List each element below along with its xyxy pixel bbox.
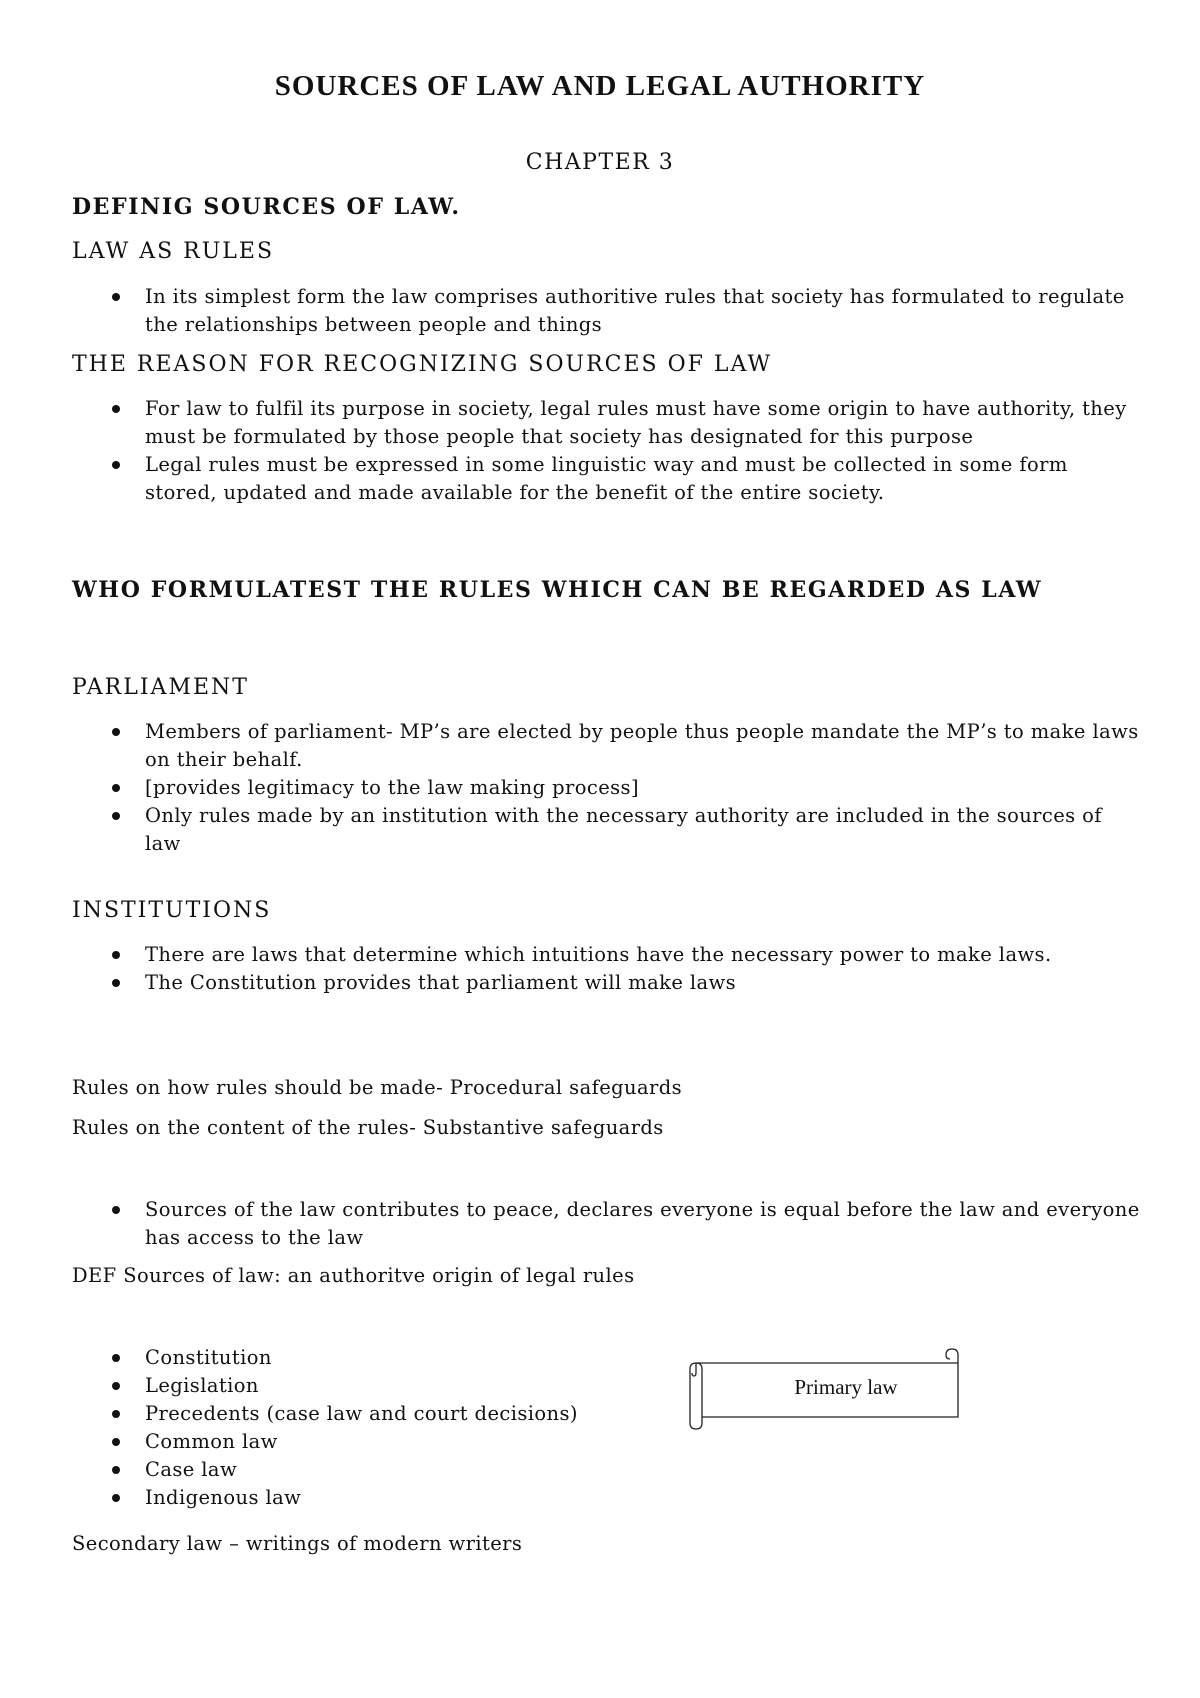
institutions-list xyxy=(72,941,1142,997)
reason-list xyxy=(72,395,1142,507)
list-item: In its simplest form the law comprises authoritive rules that society has formulated to regulate the relationships between people and things xyxy=(72,283,1142,339)
procedural-safeguards: Rules on how rules should be made- Procedural safeguards xyxy=(72,1076,683,1099)
law-as-rules-heading: LAW AS RULES xyxy=(72,239,275,264)
defining-heading: DEFINIG SOURCES OF LAW. xyxy=(72,194,461,220)
list-item: There are laws that determine which intuitions have the necessary power to make laws. xyxy=(72,941,1142,969)
chapter-label: CHAPTER 3 xyxy=(525,150,675,175)
parliament-list xyxy=(72,718,1142,858)
list-item: Case law xyxy=(72,1456,672,1484)
list-item: Indigenous law xyxy=(72,1484,672,1512)
list-item: Only rules made by an institution with the necessary authority are included in the sources of law xyxy=(72,802,1142,858)
primary-law-scroll xyxy=(686,1343,966,1433)
list-item: The Constitution provides that parliament will make laws xyxy=(72,969,1142,997)
list-item: Common law xyxy=(72,1428,672,1456)
list-item: Sources of the law contributes to peace, declares everyone is equal before the law and everyone has access to the law xyxy=(72,1196,1142,1252)
primary-law-label: Primary law xyxy=(794,1375,898,1399)
list-item: Legislation xyxy=(72,1372,672,1400)
list-item: Members of parliament- MP’s are elected by people thus people mandate the MP’s to make laws on their behalf. xyxy=(72,718,1142,774)
list-item: Constitution xyxy=(72,1344,672,1372)
institutions-heading: INSTITUTIONS xyxy=(72,898,272,923)
reason-heading: THE REASON FOR RECOGNIZING SOURCES OF LAW xyxy=(72,352,773,377)
list-item: [provides legitimacy to the law making process] xyxy=(72,774,1142,802)
secondary-law-line: Secondary law – writings of modern writers xyxy=(72,1532,523,1555)
sources-list xyxy=(72,1196,1142,1252)
substantive-safeguards: Rules on the content of the rules- Substantive safeguards xyxy=(72,1116,664,1139)
law-as-rules-list xyxy=(72,283,1142,339)
list-item: For law to fulfil its purpose in society, legal rules must have some origin to have authority, they must be formulated by those people that society has designated for this purpose xyxy=(72,395,1142,451)
parliament-heading: PARLIAMENT xyxy=(72,675,249,700)
definition-line: DEF Sources of law: an authoritve origin of legal rules xyxy=(72,1264,635,1287)
primary-sources-list xyxy=(72,1344,672,1512)
who-heading: WHO FORMULATEST THE RULES WHICH CAN BE REGARDED AS LAW xyxy=(72,577,1043,603)
document-title: SOURCES OF LAW AND LEGAL AUTHORITY xyxy=(274,70,926,102)
list-item: Legal rules must be expressed in some linguistic way and must be collected in some form stored, updated and made available for the benefit of the entire society. xyxy=(72,451,1142,507)
list-item: Precedents (case law and court decisions) xyxy=(72,1400,672,1428)
